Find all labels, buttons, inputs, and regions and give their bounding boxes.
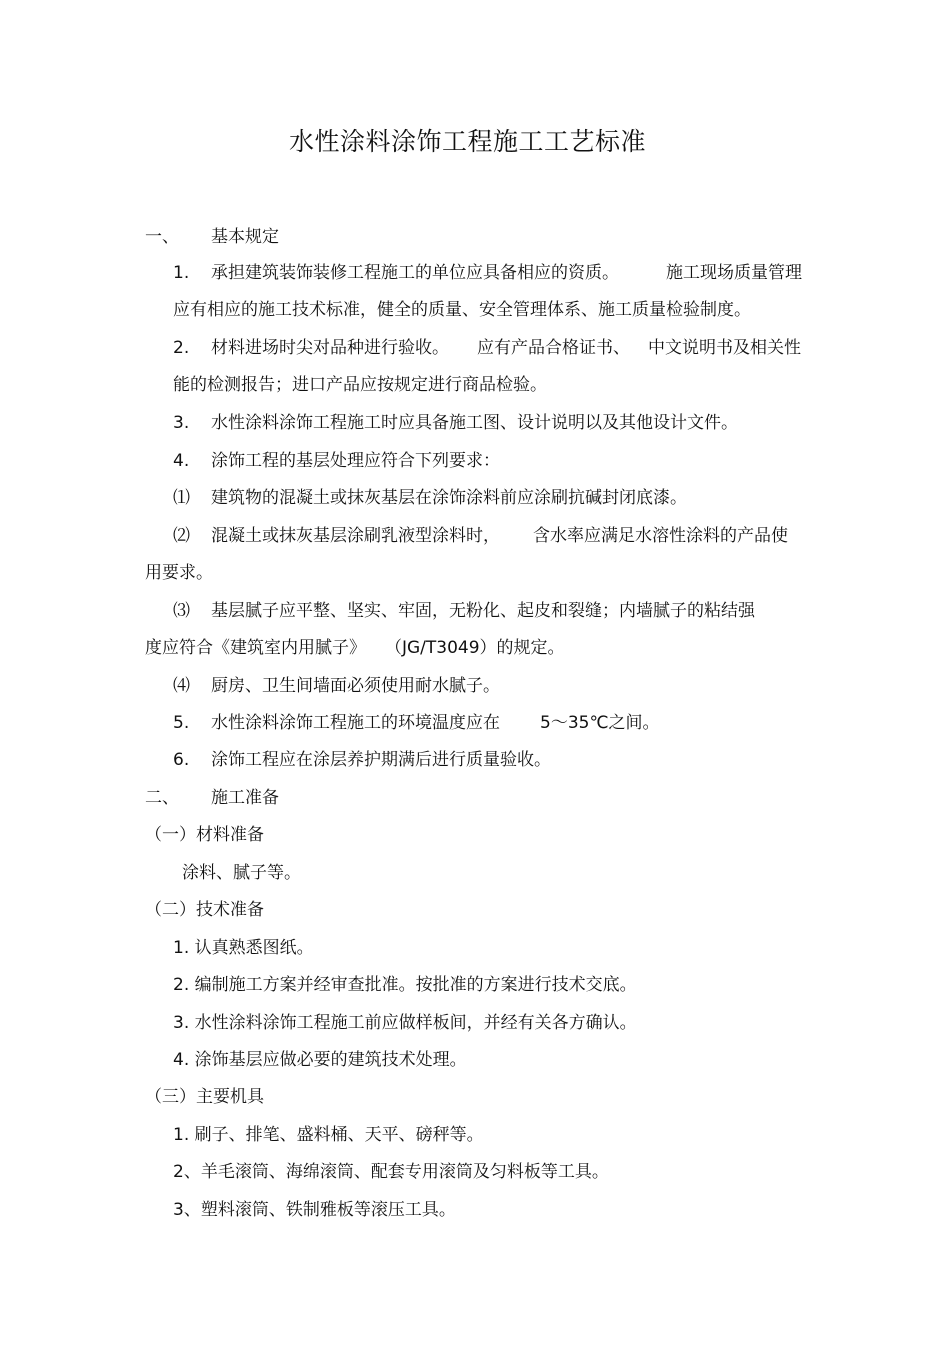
paragraph-text: 应有产品合格证书、	[477, 338, 630, 358]
list-item: 2、羊毛滚筒、海绵滚筒、配套专用滚筒及匀料板等工具。	[173, 1162, 609, 1182]
sub-item-number: ⑴	[173, 488, 190, 508]
paragraph-text: 度应符合《建筑室内用腻子》	[145, 638, 366, 658]
paragraph-text: 涂饰工程应在涂层养护期满后进行质量验收。	[211, 750, 551, 770]
paragraph-text: 混凝土或抹灰基层涂刷乳液型涂料时，	[211, 526, 500, 546]
paragraph-text: 承担建筑装饰装修工程施工的单位应具备相应的资质。	[211, 263, 619, 283]
paragraph-text: 基层腻子应平整、坚实、牢固，无粉化、起皮和裂缝；内墙腻子的粘结强	[211, 601, 755, 621]
paragraph-text: 涂料、腻子等。	[182, 863, 301, 883]
paragraph-text: 涂饰工程的基层处理应符合下列要求：	[211, 451, 500, 471]
sub-item-number: ⑷	[173, 676, 190, 696]
section-heading: 施工准备	[211, 788, 279, 808]
paragraph-text: 含水率应满足水溶性涂料的产品使	[533, 526, 788, 546]
section-number: 二、	[145, 788, 179, 808]
item-number: 2.	[173, 338, 190, 358]
paragraph-text: （JG/T3049）的规定。	[385, 638, 565, 658]
section-number: 一、	[145, 227, 179, 247]
subsection-heading: （二）技术准备	[145, 900, 264, 920]
subsection-heading: （三）主要机具	[145, 1087, 264, 1107]
item-number: 1.	[173, 263, 190, 283]
paragraph-text: 水性涂料涂饰工程施工的环境温度应在	[211, 713, 500, 733]
paragraph-text: 用要求。	[145, 563, 213, 583]
page-title: 水性涂料涂饰工程施工工艺标准	[288, 127, 646, 156]
item-number: 5.	[173, 713, 190, 733]
paragraph-text: 施工现场质量管理	[666, 263, 802, 283]
sub-item-number: ⑵	[173, 526, 190, 546]
subsection-heading: （一）材料准备	[145, 825, 264, 845]
list-item: 2. 编制施工方案并经审查批准。按批准的方案进行技术交底。	[173, 975, 637, 995]
item-number: 6.	[173, 750, 190, 770]
section-heading: 基本规定	[211, 227, 279, 247]
sub-item-number: ⑶	[173, 601, 190, 621]
item-number: 3.	[173, 413, 190, 433]
list-item: 3. 水性涂料涂饰工程施工前应做样板间，并经有关各方确认。	[173, 1013, 637, 1033]
paragraph-text: 建筑物的混凝土或抹灰基层在涂饰涂料前应涂刷抗碱封闭底漆。	[211, 488, 687, 508]
paragraph-text: 应有相应的施工技术标准，健全的质量、安全管理体系、施工质量检验制度。	[173, 300, 751, 320]
paragraph-text: 中文说明书及相关性	[648, 338, 801, 358]
list-item: 4. 涂饰基层应做必要的建筑技术处理。	[173, 1050, 467, 1070]
list-item: 3、塑料滚筒、铁制雅板等滚压工具。	[173, 1200, 456, 1220]
paragraph-text: 水性涂料涂饰工程施工时应具备施工图、设计说明以及其他设计文件。	[211, 413, 738, 433]
paragraph-text: 能的检测报告；进口产品应按规定进行商品检验。	[173, 375, 547, 395]
item-number: 4.	[173, 451, 190, 471]
paragraph-text: 5～35℃之间。	[540, 713, 660, 733]
paragraph-text: 材料进场时尖对品种进行验收。	[211, 338, 449, 358]
paragraph-text: 厨房、卫生间墙面必须使用耐水腻子。	[211, 676, 500, 696]
list-item: 1. 刷子、排笔、盛料桶、天平、磅秤等。	[173, 1125, 484, 1145]
list-item: 1. 认真熟悉图纸。	[173, 938, 314, 958]
